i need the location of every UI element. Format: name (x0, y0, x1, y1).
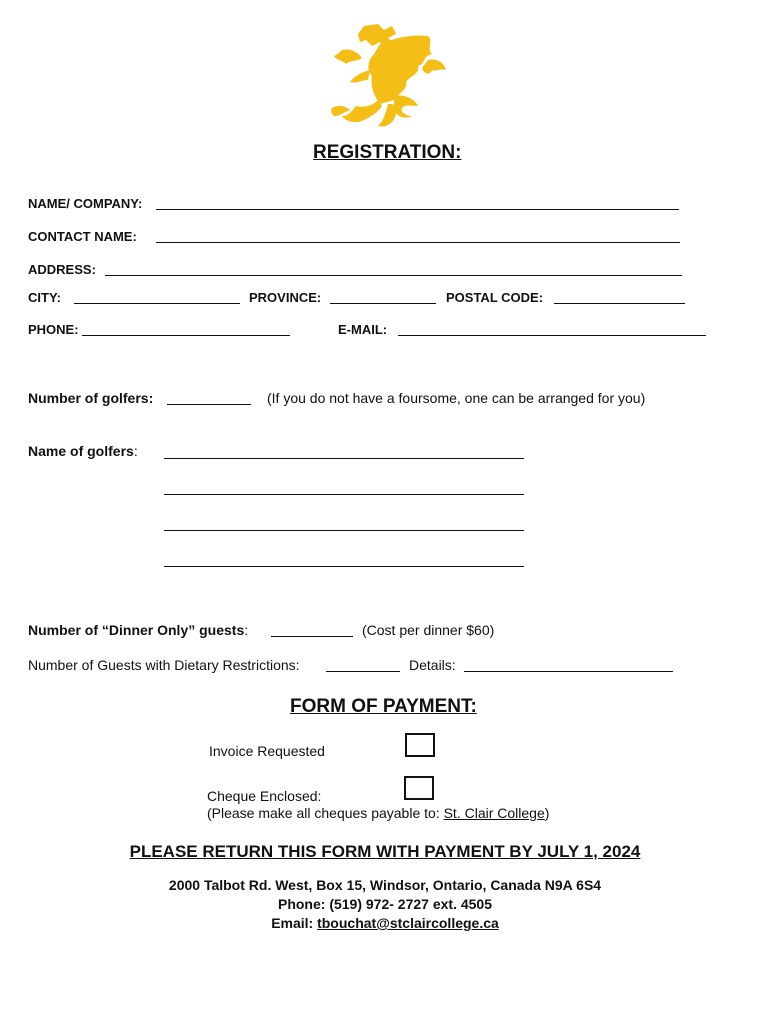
dietary-details-label: Details: (409, 657, 456, 673)
golfer-names-label-wrap (28, 443, 138, 459)
golfer-names-label: Name of golfers (28, 443, 134, 459)
footer-email-label: Email: (271, 915, 318, 931)
postal-code-field[interactable] (554, 303, 685, 304)
invoice-checkbox[interactable] (405, 733, 435, 757)
dinner-guests-field[interactable] (271, 636, 353, 637)
contact-name-label: CONTACT NAME: (28, 229, 137, 244)
email-field[interactable] (398, 335, 706, 336)
name-company-label: NAME/ COMPANY: (28, 196, 143, 211)
dietary-count-field[interactable] (326, 671, 400, 672)
dinner-cost-note: (Cost per dinner $60) (362, 622, 495, 638)
golfer-count-label: Number of golfers: (28, 390, 154, 406)
return-notice-text: PLEASE RETURN THIS FORM WITH PAYMENT BY JULY 1, 2024 (129, 842, 641, 861)
contact-name-field[interactable] (156, 242, 680, 243)
phone-label: PHONE: (28, 322, 79, 337)
email-label: E-MAIL: (338, 322, 388, 337)
footer-email-wrap (0, 915, 770, 931)
dinner-guests-label-wrap (28, 622, 248, 638)
golfer-name-field-2[interactable] (164, 494, 524, 495)
cheque-note-prefix: (Please make all cheques payable to: (207, 805, 444, 821)
city-label: CITY: (28, 290, 61, 305)
payee-name: St. Clair College (443, 805, 545, 821)
postal-code-label: POSTAL CODE: (446, 290, 544, 305)
cheque-checkbox[interactable] (404, 776, 434, 800)
dinner-guests-colon: : (244, 622, 249, 638)
cheque-note-suffix: ) (544, 805, 550, 821)
gold-lion-logo (322, 20, 452, 130)
dietary-label: Number of Guests with Dietary Restrictions: (28, 657, 300, 673)
phone-field[interactable] (82, 335, 290, 336)
golfer-name-field-1[interactable] (164, 458, 524, 459)
address-label: ADDRESS: (28, 262, 96, 277)
payment-title: FORM OF PAYMENT: (290, 696, 477, 717)
golfer-count-field[interactable] (167, 404, 251, 405)
footer-phone: Phone: (519) 972- 2727 ext. 4505 (277, 896, 492, 912)
dinner-guests-label: Number of “Dinner Only” guests (28, 622, 245, 638)
golfer-name-field-3[interactable] (164, 530, 524, 531)
golfer-name-field-4[interactable] (164, 566, 524, 567)
name-company-field[interactable] (156, 209, 679, 210)
return-notice (0, 842, 770, 862)
invoice-label: Invoice Requested (209, 743, 325, 759)
province-field[interactable] (330, 303, 436, 304)
cheque-note (207, 805, 549, 821)
registration-title: REGISTRATION: (313, 142, 462, 163)
province-label: PROVINCE: (249, 290, 322, 305)
footer-email-link[interactable]: tbouchat@stclaircollege.ca (317, 915, 499, 931)
cheque-label: Cheque Enclosed: (207, 788, 322, 804)
foursome-note: (If you do not have a foursome, one can be arranged for you) (267, 390, 646, 406)
city-field[interactable] (74, 303, 240, 304)
address-field[interactable] (105, 275, 682, 276)
footer-address: 2000 Talbot Rd. West, Box 15, Windsor, Ontario, Canada N9A 6S4 (168, 877, 602, 893)
dietary-details-field[interactable] (464, 671, 673, 672)
golfer-names-colon: : (133, 443, 138, 459)
